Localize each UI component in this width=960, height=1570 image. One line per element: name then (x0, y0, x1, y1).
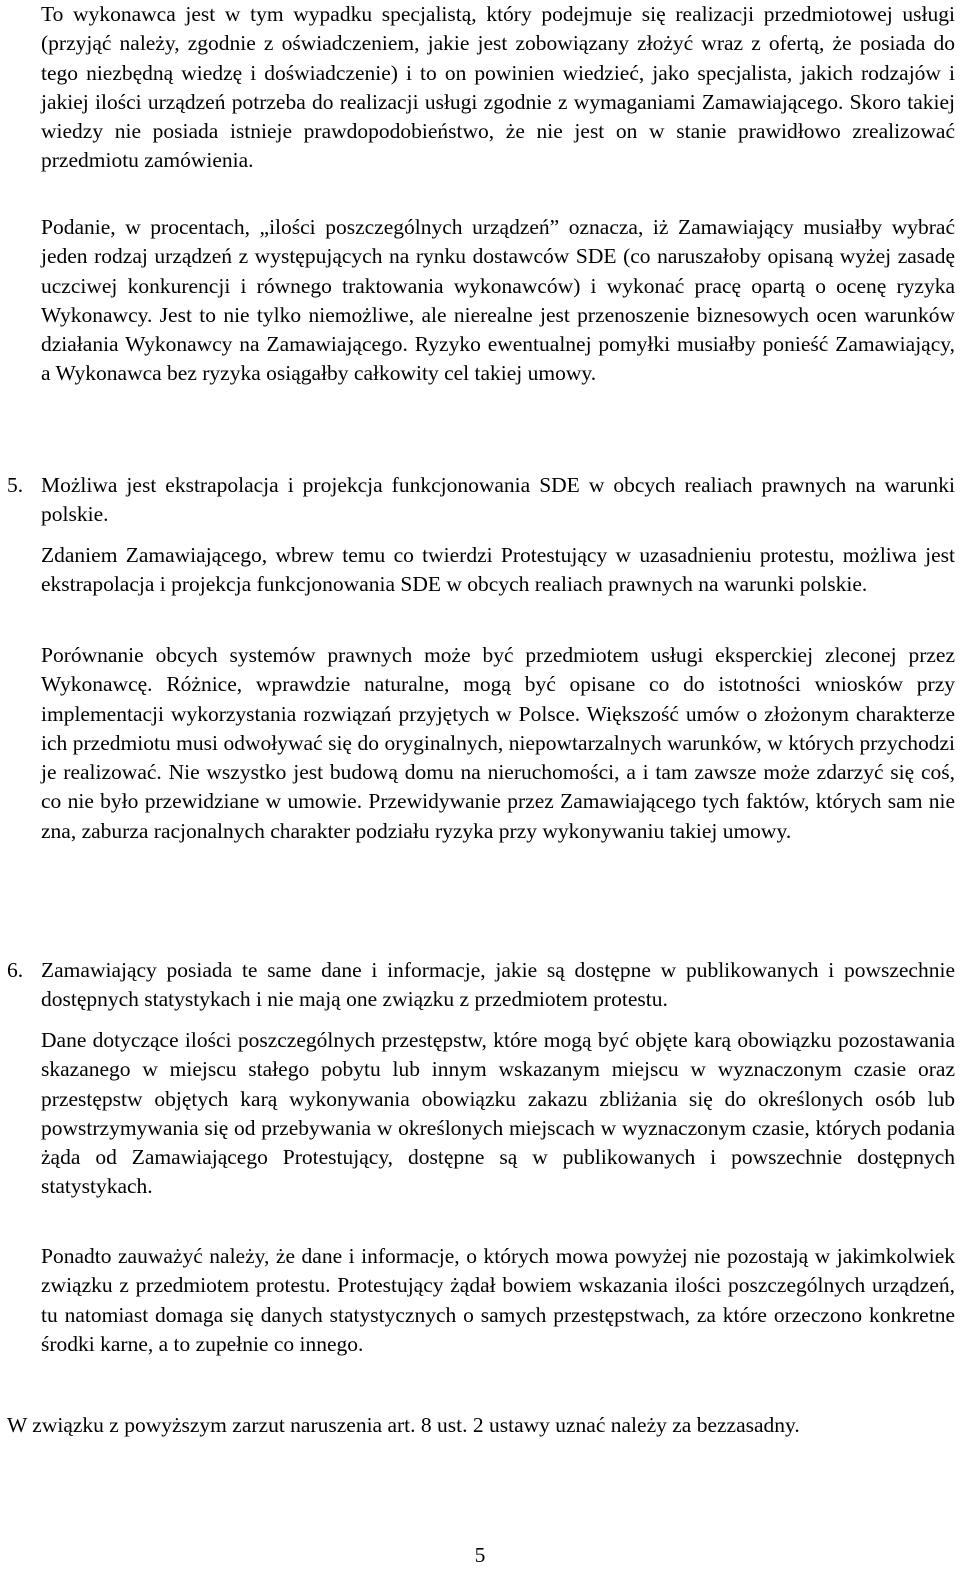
conclusion: W związku z powyższym zarzut naruszenia art. 8 ust. 2 ustawy uznać należy za bezzasadny. (7, 1413, 800, 1437)
point-6-number: 6. (7, 958, 24, 982)
paragraph-percentage-devices: Podanie, w procentach, „ilości poszczególnych urządzeń” oznacza, iż Zamawiający musiałby wybrać jeden rodzaj urządzeń z występujących na rynku dostawców SDE (co naruszałoby opisaną wyżej zasadę uczciwej konkurencji i równego traktowania wykonawców) i wykonać pracę opartą o ocenę ryzyka Wykonawcy. Jest to nie tylko niemożliwe, ale nierealne jest przenoszenie biznesowych ocen warunków działania Wykonawcy na Zamawiającego. Ryzyko ewentualnej pomyłki musiałby ponieść Zamawiający, a Wykonawca bez ryzyka osiągałby całkowity cel takiej umowy. (41, 215, 955, 386)
point-5-paragraph-1: Zdaniem Zamawiającego, wbrew temu co twierdzi Protestujący w uzasadnieniu protestu, możliwa jest ekstrapolacja i projekcja funkcjonowania SDE w obcych realiach prawnych na warunki polskie. (41, 543, 955, 597)
point-6-paragraph-1: Dane dotyczące ilości poszczególnych przestępstw, które mogą być objęte karą obowiązku pozostawania skazanego w miejscu stałego pobytu lub innym wskazanym miejscu w wyznaczonym czasie oraz przestępstw objętych karą wykonywania obowiązku zakazu zbliżania się do określonych osób lub powstrzymywania się od przebywania w określonych miejscach w wyznaczonym czasie, których podania żąda od Zamawiającego Protestujący, dostępne są w publikowanych i powszechnie dostępnych statystykach. (41, 1028, 955, 1199)
point-6-heading (7, 956, 955, 1015)
point-5-heading (7, 471, 955, 530)
page-number: 5 (474, 1543, 486, 1567)
point-6-heading-text: Zamawiający posiada te same dane i informacje, jakie są dostępne w publikowanych i powszechnie dostępnych statystykach i nie mają one związku z przedmiotem protestu. (41, 958, 955, 1012)
paragraph-contractor-expertise: To wykonawca jest w tym wypadku specjalistą, który podejmuje się realizacji przedmiotowej usługi (przyjąć należy, zgodnie z oświadczeniem, jakie jest zobowiązany złożyć wraz z ofertą, że posiada do tego niezbędną wiedzę i doświadczenie) i to on powinien wiedzieć, jako specjalista, jakich rodzajów i jakiej ilości urządzeń potrzeba do realizacji usługi zgodnie z wymaganiami Zamawiającego. Skoro takiej wiedzy nie posiada istnieje prawdopodobieństwo, że nie jest on w stanie prawidłowo zrealizować przedmiotu zamówienia. (41, 2, 955, 173)
point-5-heading-text: Możliwa jest ekstrapolacja i projekcja funkcjonowania SDE w obcych realiach prawnych na warunki polskie. (41, 473, 955, 527)
point-6-paragraph-2: Ponadto zauważyć należy, że dane i informacje, o których mowa powyżej nie pozostają w jakimkolwiek związku z przedmiotem protestu. Protestujący żądał bowiem wskazania ilości poszczególnych urządzeń, tu natomiast domaga się danych statystycznych o samych przestępstwach, za które orzeczono konkretne środki karne, a to zupełnie co innego. (41, 1244, 955, 1356)
point-5-paragraph-2: Porównanie obcych systemów prawnych może być przedmiotem usługi eksperckiej zleconej przez Wykonawcę. Różnice, wprawdzie naturalne, mogą być opisane co do istotności wniosków przy implementacji wykorzystania rozwiązań przyjętych w Polsce. Większość umów o złożonym charakterze ich przedmiotu musi odwoływać się do oryginalnych, niepowtarzalnych warunków, w których przychodzi je realizować. Nie wszystko jest budową domu na nieruchomości, a i tam zawsze może zdarzyć się coś, co nie było przewidziane w umowie. Przewidywanie przez Zamawiającego tych faktów, których sam nie zna, zaburza racjonalnych charakter podziału ryzyka przy wykonywaniu takiej umowy. (41, 643, 955, 843)
point-5-number: 5. (7, 473, 24, 497)
